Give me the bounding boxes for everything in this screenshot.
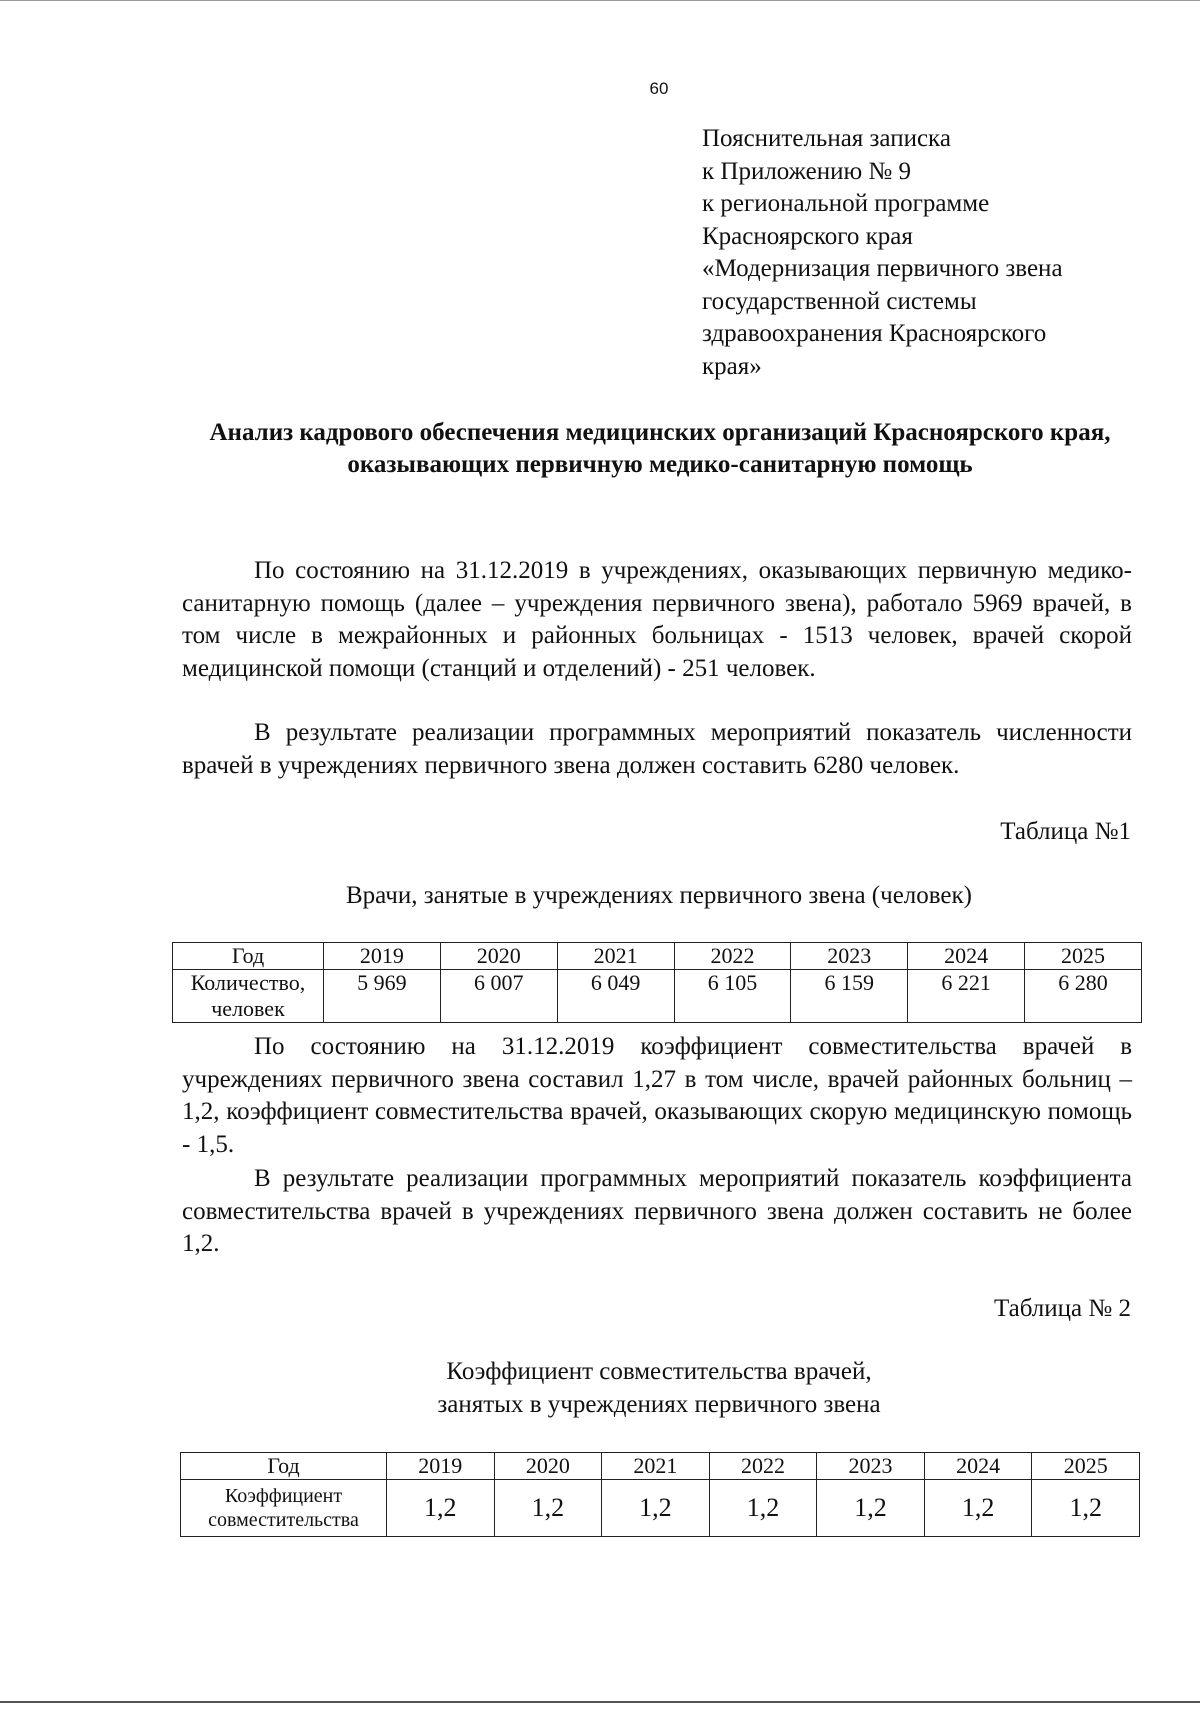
header-cell: 2019 xyxy=(324,943,441,970)
header-cell: 2022 xyxy=(709,1453,817,1480)
doctors-table xyxy=(172,942,1142,1023)
value-cell: 1,2 xyxy=(494,1480,602,1537)
coefficient-table xyxy=(180,1452,1140,1537)
value-cell: 1,2 xyxy=(817,1480,925,1537)
header-cell: 2022 xyxy=(674,943,791,970)
header-cell: Год xyxy=(181,1453,387,1480)
note-line: здравоохранения Красноярского xyxy=(702,320,1047,347)
header-cell: 2021 xyxy=(602,1453,710,1480)
header-cell: 2023 xyxy=(791,943,908,970)
paragraph: В результате реализации программных мероприятий показатель численности врачей в учреждениях первичного звена должен составить 6280 человек. xyxy=(182,719,1132,779)
value-cell: 1,2 xyxy=(1032,1480,1140,1537)
header-cell: 2024 xyxy=(924,1453,1032,1480)
value-cell: 1,2 xyxy=(387,1480,495,1537)
table2-caption-line: занятых в учреждениях первичного звена xyxy=(437,1391,881,1418)
page-bottom-edge xyxy=(0,1701,1200,1703)
paragraph: По состоянию на 31.12.2019 в учреждениях, оказывающих первичную медико-санитарную помощь (далее – учреждения первичного звена), работало 5969 врачей, в том числе в межрайонных и районных больницах - 1513 человек, врачей скорой медицинской помощи (станций и отделений) - 251 человек. xyxy=(182,557,1132,682)
table-row xyxy=(173,970,1142,1023)
value-cell: 6 049 xyxy=(557,970,674,1023)
note-line: края» xyxy=(702,352,762,380)
row-label-cell: Количество, человек xyxy=(173,970,324,1023)
header-cell: 2019 xyxy=(387,1453,495,1480)
table1-caption: Врачи, занятые в учреждениях первичного звена (человек) xyxy=(345,882,972,909)
table1-label: Таблица №1 xyxy=(1000,818,1131,845)
note-line: к Приложению № 9 xyxy=(702,157,912,185)
explanatory-note xyxy=(702,123,1063,383)
table2-caption-line: Коэффициент совместительства врачей, xyxy=(446,1358,872,1385)
note-line: «Модернизация первичного звена xyxy=(702,255,1063,282)
page-number: 60 xyxy=(649,79,669,98)
value-cell: 6 007 xyxy=(440,970,557,1023)
row-label-cell: Коэффициент совместительства xyxy=(181,1480,387,1537)
note-line: Пояснительная записка xyxy=(702,125,951,152)
header-cell: 2024 xyxy=(908,943,1025,970)
table2-label: Таблица № 2 xyxy=(993,1295,1131,1322)
value-cell: 1,2 xyxy=(602,1480,710,1537)
paragraph: В результате реализации программных мероприятий показатель коэффициента совместительства врачей в учреждениях первичного звена должен составить не более 1,2. xyxy=(182,1165,1132,1257)
value-cell: 1,2 xyxy=(709,1480,817,1537)
page-top-edge xyxy=(0,0,1200,1)
table-header-row xyxy=(173,943,1142,970)
note-line: к региональной программе xyxy=(702,190,990,217)
note-line: Красноярского края xyxy=(702,222,913,250)
value-cell: 6 159 xyxy=(791,970,908,1023)
header-cell: 2023 xyxy=(817,1453,925,1480)
value-cell: 6 280 xyxy=(1025,970,1142,1023)
paragraph: По состоянию на 31.12.2019 коэффициент совместительства врачей в учреждениях первичного звена составил 1,27 в том числе, врачей районных больниц – 1,2, коэффициент совместительства врачей, оказывающих скорую медицинскую помощь - 1,5. xyxy=(182,1033,1132,1158)
header-cell: 2020 xyxy=(440,943,557,970)
value-cell: 5 969 xyxy=(324,970,441,1023)
table-header-row xyxy=(181,1453,1140,1480)
header-cell: 2025 xyxy=(1025,943,1142,970)
table-row xyxy=(181,1480,1140,1537)
document-heading: Анализ кадрового обеспечения медицинских организаций Красноярского края, оказывающих первичную медико-санитарную помощь xyxy=(209,419,1111,478)
header-cell: 2025 xyxy=(1032,1453,1140,1480)
note-line: государственной системы xyxy=(702,287,977,315)
header-cell: Год xyxy=(173,943,324,970)
value-cell: 1,2 xyxy=(924,1480,1032,1537)
header-cell: 2021 xyxy=(557,943,674,970)
header-cell: 2020 xyxy=(494,1453,602,1480)
value-cell: 6 221 xyxy=(908,970,1025,1023)
value-cell: 6 105 xyxy=(674,970,791,1023)
